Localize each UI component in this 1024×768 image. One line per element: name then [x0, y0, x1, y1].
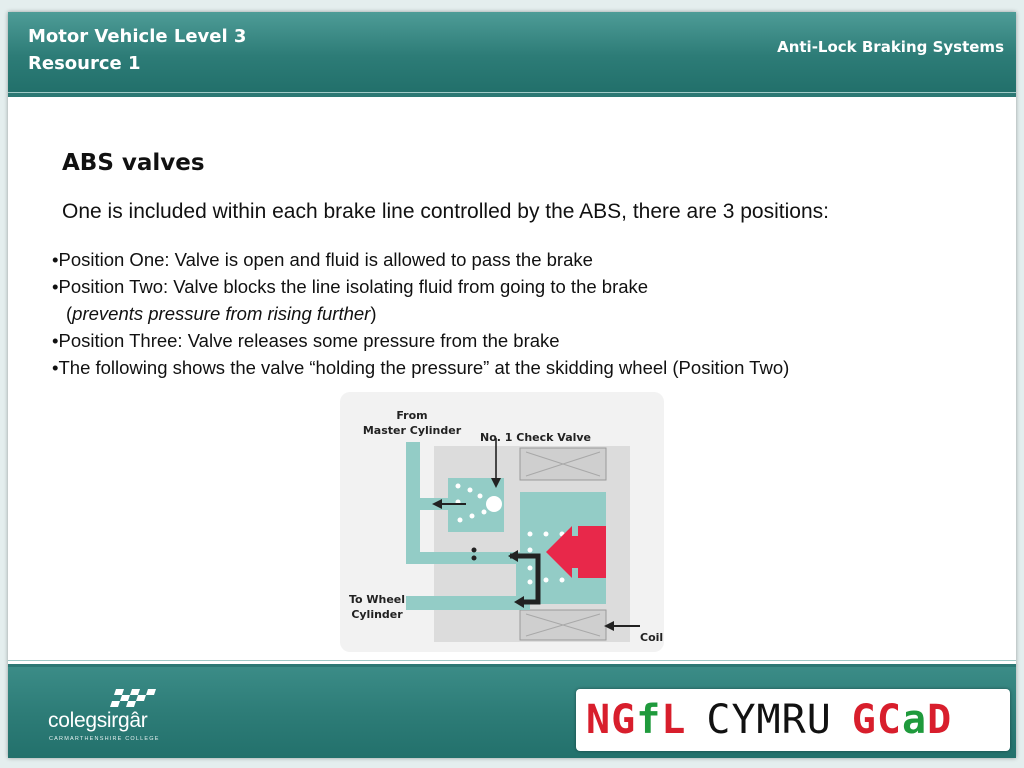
- bullet-position-one: •Position One: Valve is open and fluid is allowed to pass the brake: [52, 249, 593, 270]
- from-label-line2: Master Cylinder: [362, 424, 462, 437]
- note-open-paren: (: [66, 303, 73, 324]
- check-valve-label: No. 1 Check Valve: [480, 431, 592, 444]
- bullet-list: [52, 246, 1002, 381]
- to-wheel-label: [342, 592, 412, 622]
- course-title-line1: Motor Vehicle Level 3: [28, 26, 247, 47]
- bullet-position-two: •Position Two: Valve blocks the line isolating fluid from going to the brake: [52, 276, 649, 297]
- from-label: [362, 408, 462, 438]
- college-name: colegsirgâr: [48, 709, 148, 732]
- note-text: prevents pressure from rising further: [72, 303, 371, 324]
- topic-title: Anti-Lock Braking Systems: [777, 38, 1004, 56]
- bullet-following: •The following shows the valve “holding the pressure” at the skidding wheel (Position Two): [52, 357, 790, 378]
- check-valve-ball: [486, 496, 502, 512]
- chequered-flag-icon: [110, 687, 158, 709]
- abs-valve-diagram: [340, 392, 664, 652]
- slide-frame: [8, 12, 1016, 758]
- footer-divider: [8, 660, 1016, 661]
- course-title: [28, 23, 246, 77]
- college-subtitle: CARMARTHENSHIRE COLLEGE: [49, 736, 160, 742]
- ngfl-logo-text: NGfL CYMRU GCaD: [586, 697, 953, 743]
- slide-title: ABS valves: [62, 150, 205, 176]
- slide-header: [8, 12, 1016, 92]
- to-wheel-line2: Cylinder: [351, 608, 403, 621]
- bullet-position-three: •Position Three: Valve releases some pressure from the brake: [52, 330, 560, 351]
- coil-label: Coil: [640, 631, 664, 644]
- header-divider: [8, 92, 1016, 97]
- wheel-cylinder-line: [406, 596, 520, 610]
- from-label-line1: From: [396, 409, 428, 422]
- college-logo: [48, 687, 178, 747]
- slide-footer: [8, 664, 1016, 758]
- bullet-position-two-note: [52, 300, 1002, 327]
- intro-text: One is included within each brake line controlled by the ABS, there are 3 positions:: [62, 200, 829, 223]
- note-close-paren: ): [370, 303, 377, 324]
- lower-passage: [406, 552, 526, 564]
- to-wheel-line1: To Wheel: [348, 593, 406, 606]
- course-title-line2: Resource 1: [28, 53, 141, 74]
- ngfl-cymru-gcad-logo: [576, 689, 1010, 751]
